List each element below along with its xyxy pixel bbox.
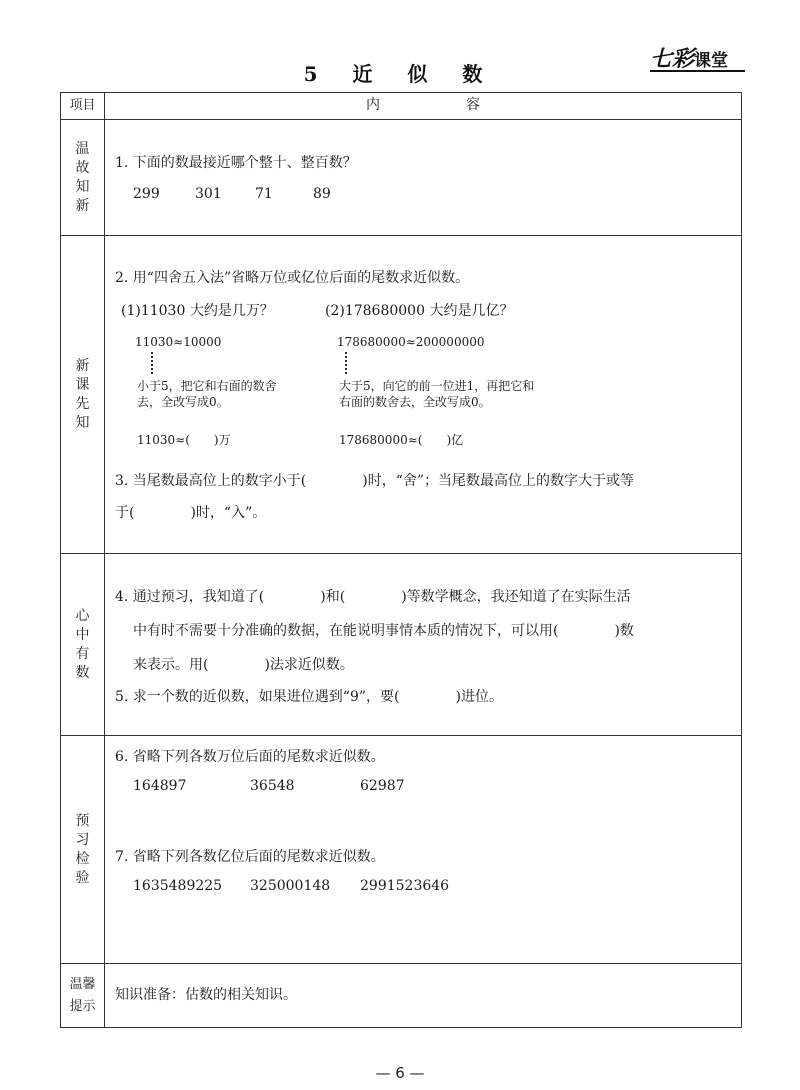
question-2-sub-1: (1)11030 大约是几万？: [121, 303, 274, 319]
question-2-sub-2: (2)178680000 大约是几亿？: [325, 303, 514, 319]
number-item: 2991523646: [360, 878, 450, 894]
question-1: 1. 下面的数最接近哪个整十、整百数？: [115, 155, 357, 171]
section-check-label-cell: [61, 736, 105, 964]
dotted-connector: [151, 352, 155, 374]
brand-small: 课堂: [694, 51, 729, 71]
question-4-line-1: 4. 通过预习，我知道了( )和( )等数学概念，我还知道了在实际生活: [115, 589, 631, 605]
page-number: — 6 —: [375, 1064, 425, 1082]
dotted-connector: [345, 352, 349, 374]
question-2: 2. 用“四舍五入法”省略万位或亿位后面的尾数求近似数。: [115, 270, 470, 286]
header-item-cell: [61, 93, 105, 120]
page-title: 5 近 似 数: [303, 62, 497, 86]
number-item: 36548: [250, 778, 295, 794]
number-item: 325000148: [250, 878, 331, 894]
section-new-lesson-label: 新课先知: [75, 357, 90, 431]
section-check-label: 预习检验: [75, 812, 90, 886]
section-review-label: 温故知新: [75, 140, 90, 214]
question-7-numbers: [133, 878, 449, 894]
example-1-answer: 11030≈( )万: [137, 433, 231, 447]
brand-big: 七彩: [650, 47, 695, 72]
section-tip-content: [105, 964, 742, 1028]
section-check-content: [105, 736, 742, 964]
question-6: 6. 省略下列各数万位后面的尾数求近似数。: [115, 749, 385, 765]
section-mind-label-cell: [61, 554, 105, 736]
number-item: 1635489225: [133, 878, 223, 894]
question-4-line-2: 中有时不需要十分准确的数据，在能说明事情本质的情况下，可以用( )数: [133, 623, 634, 639]
question-3-line-1: 3. 当尾数最高位上的数字小于( )时，“舍”；当尾数最高位上的数字大于或等: [115, 473, 635, 489]
example-1-equation: 11030≈10000: [135, 335, 222, 349]
section-tip-label-1: 温馨: [69, 976, 96, 992]
number-item: 299: [133, 186, 160, 202]
section-tip-label-cell: [61, 964, 105, 1028]
number-item: 71: [255, 186, 273, 202]
number-item: 301: [195, 186, 222, 202]
section-mind-label: 心中有数: [75, 607, 90, 681]
section-review-content: [105, 120, 742, 236]
brand-logo: [650, 42, 745, 72]
header-item-label: 项目: [69, 98, 96, 113]
question-3-line-2: 于( )时，“入”。: [115, 505, 267, 521]
number-item: 62987: [360, 778, 405, 794]
section-tip-label-2: 提示: [69, 998, 96, 1014]
section-new-lesson-content: [105, 236, 742, 554]
example-1-note: 小于5，把它和右面的数舍去，全改写成0。: [137, 379, 277, 409]
question-6-numbers: [133, 778, 405, 794]
number-item: 164897: [133, 778, 187, 794]
question-7: 7. 省略下列各数亿位后面的尾数求近似数。: [115, 849, 385, 865]
question-1-numbers: [133, 186, 331, 202]
section-mind-content: [105, 554, 742, 736]
example-2-answer: 178680000≈( )亿: [339, 433, 464, 447]
example-2-note: 大于5，向它的前一位进1，再把它和右面的数舍去，全改写成0。: [339, 379, 535, 409]
tip-text: 知识准备：估数的相关知识。: [115, 987, 297, 1003]
worksheet-table: [60, 92, 742, 1028]
number-item: 89: [313, 186, 331, 202]
example-2-equation: 178680000≈200000000: [337, 335, 485, 349]
question-4-line-3: 来表示。用( )法求近似数。: [133, 657, 354, 673]
header-content-label: 内 容: [105, 93, 742, 120]
question-5: 5. 求一个数的近似数，如果进位遇到“9”，要( )进位。: [115, 689, 503, 705]
section-review-label-cell: [61, 120, 105, 236]
section-new-lesson-label-cell: [61, 236, 105, 554]
